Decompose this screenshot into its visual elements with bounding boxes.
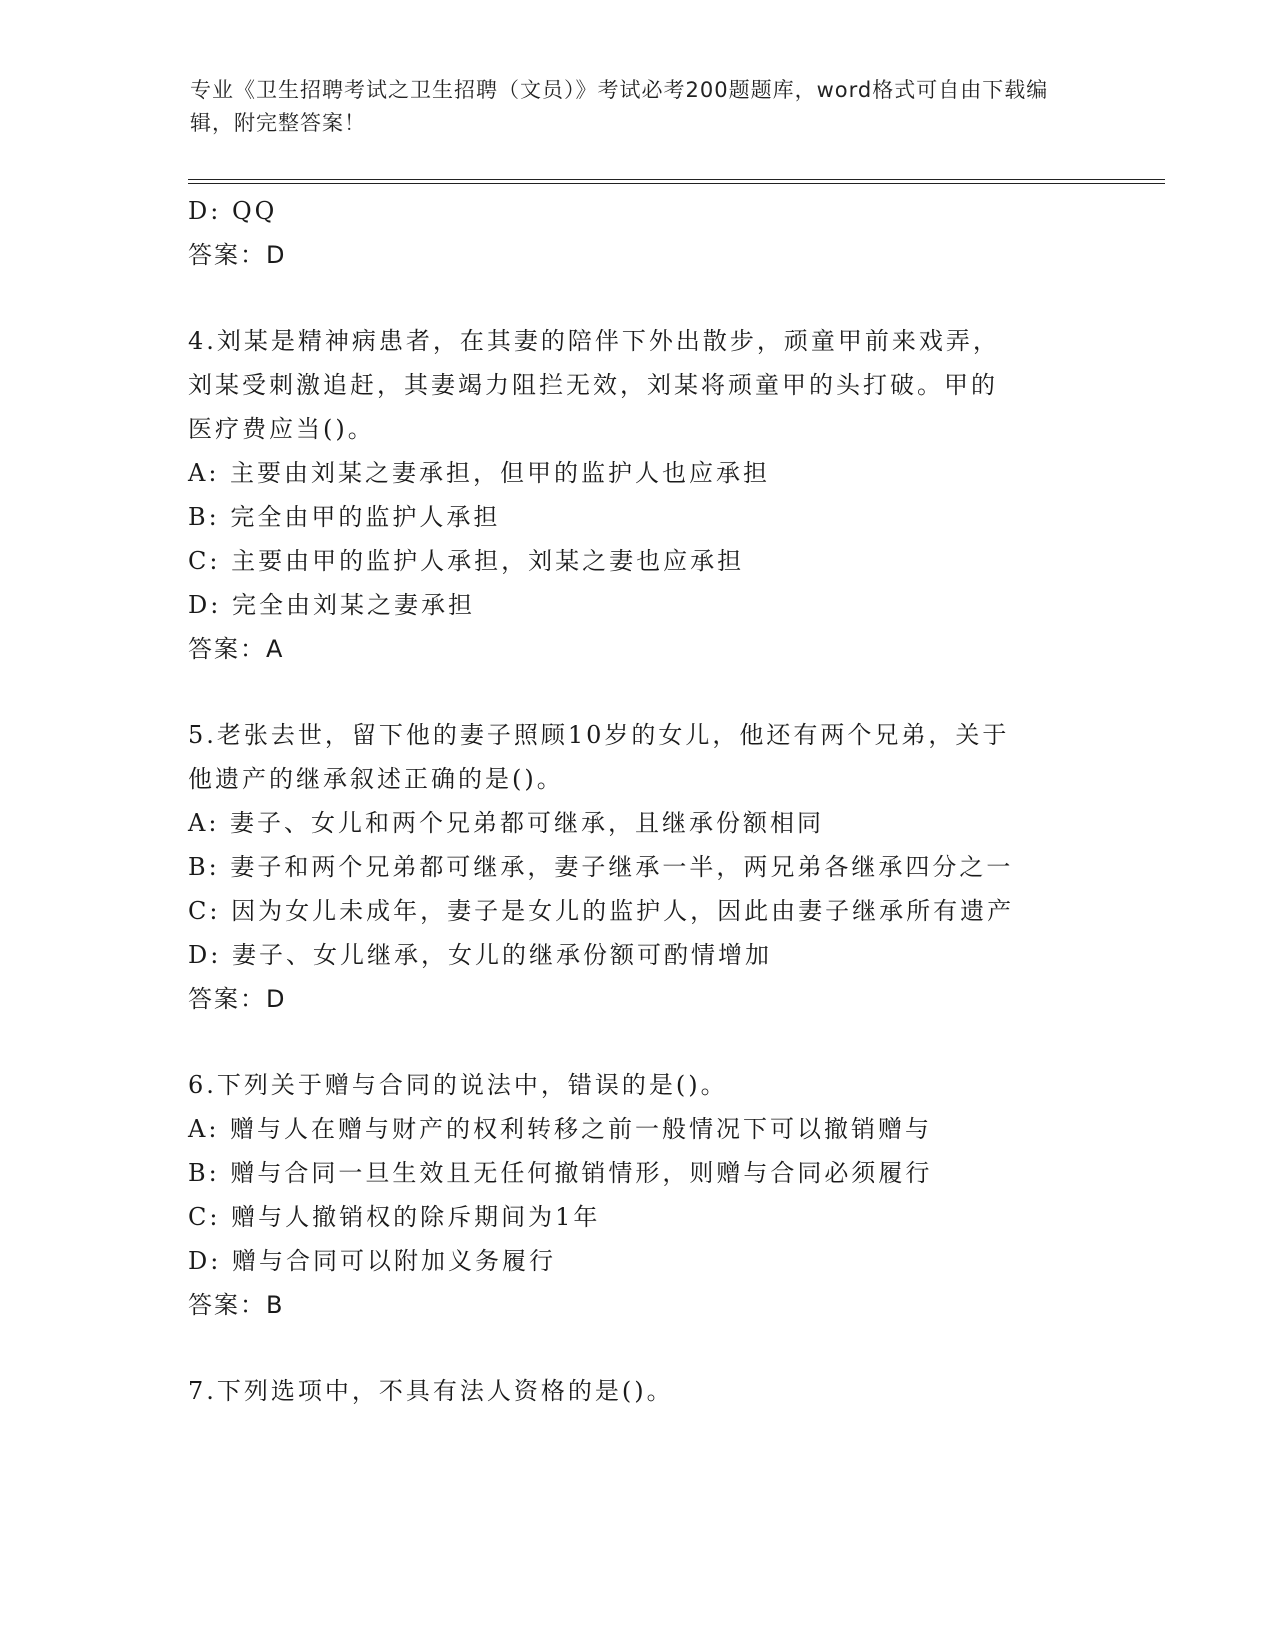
answer: 答案：D xyxy=(188,985,287,1013)
question-text: 6.下列关于赠与合同的说法中，错误的是()。 xyxy=(188,1071,728,1099)
answer: 答案：D xyxy=(188,241,287,269)
option-b: B: 完全由甲的监护人承担 xyxy=(188,503,501,531)
question-text: 7.下列选项中，不具有法人资格的是()。 xyxy=(188,1377,674,1405)
option-b: B: 赠与合同一旦生效且无任何撤销情形，则赠与合同必须履行 xyxy=(188,1159,933,1187)
option-c: C: 因为女儿未成年，妻子是女儿的监护人，因此由妻子继承所有遗产 xyxy=(188,897,1015,925)
header-rule xyxy=(188,179,1165,180)
answer: 答案：B xyxy=(188,1291,285,1319)
question-text: 他遗产的继承叙述正确的是()。 xyxy=(188,765,564,793)
option-c: C: 主要由甲的监护人承担，刘某之妻也应承担 xyxy=(188,547,745,575)
question-text: 4.刘某是精神病患者，在其妻的陪伴下外出散步，顽童甲前来戏弄， xyxy=(188,327,1000,355)
option-c: C: 赠与人撤销权的除斥期间为1年 xyxy=(188,1203,601,1231)
header-rule-thin xyxy=(188,183,1165,184)
question-text: 5.老张去世，留下他的妻子照顾10岁的女儿，他还有两个兄弟，关于 xyxy=(188,721,1010,749)
option-d: D: 赠与合同可以附加义务履行 xyxy=(188,1247,556,1275)
question-text: 刘某受刺激追赶，其妻竭力阻拦无效，刘某将顽童甲的头打破。甲的 xyxy=(188,371,998,399)
document-header: 专业《卫生招聘考试之卫生招聘（文员）》考试必考200题题库，word格式可自由下载编辑，附完整答案！ xyxy=(190,78,1049,135)
option-d: D: 妻子、女儿继承，女儿的继承份额可酌情增加 xyxy=(188,941,772,969)
option-a: A: 妻子、女儿和两个兄弟都可继承，且继承份额相同 xyxy=(188,809,825,837)
option-d: D: QQ xyxy=(188,197,278,225)
option-a: A: 赠与人在赠与财产的权利转移之前一般情况下可以撤销赠与 xyxy=(188,1115,933,1143)
answer: 答案：A xyxy=(188,635,285,663)
question-text: 医疗费应当()。 xyxy=(188,415,375,443)
option-b: B: 妻子和两个兄弟都可继承，妻子继承一半，两兄弟各继承四分之一 xyxy=(188,853,1014,881)
option-d: D: 完全由刘某之妻承担 xyxy=(188,591,475,619)
option-a: A: 主要由刘某之妻承担，但甲的监护人也应承担 xyxy=(188,459,771,487)
